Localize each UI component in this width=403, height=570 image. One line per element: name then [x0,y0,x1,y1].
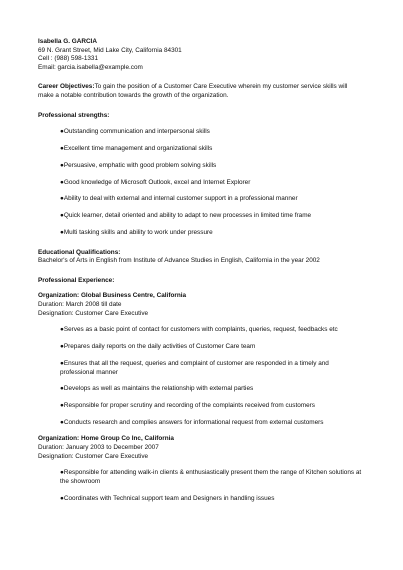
objective-label: Career Objectives: [38,83,95,91]
list-item: ●Excellent time management and organizational skills [60,145,213,153]
list-item: ●Good knowledge of Microsoft Outlook, excel and Internet Explorer [60,178,251,186]
objective-text: To gain the position of a Customer Care Executive wherein my customer service skills will make a notable contribution towards the growth of the organization. [38,83,348,99]
list-item: ●Prepares daily reports on the daily activities of Customer Care team [60,343,256,351]
list-item: ●Conducts research and complies answers for informational request from external customers [60,418,324,426]
job-duration: Duration: January 2003 to December 2007 [38,444,159,452]
job-organization: Organization: Global Business Centre, California [38,292,187,300]
list-item: ●Outstanding communication and interpersonal skills [60,128,210,136]
job-entry [38,435,363,503]
candidate-name: Isabella G. GARCIA [38,38,97,45]
career-objective [38,83,363,100]
job-duties-list [38,326,363,427]
job-duties-list [38,469,363,503]
list-item: ●Quick learner, detail oriented and ability to adapt to new processes in limited time frame [60,212,312,220]
education-text: Bachelor's of Arts in English from Institute of Advance Studies in English, California in the year 2002 [38,257,320,265]
job-designation: Designation: Customer Care Executive [38,309,149,317]
list-item: ●Persuasive, emphatic with good problem solving skills [60,161,217,169]
education-heading: Educational Qualifications: [38,248,121,256]
experience-heading: Professional Experience: [38,276,115,284]
job-duration: Duration: March 2008 till date [38,301,122,308]
list-item: ●Coordinates with Technical support team and Designers in handling issues [60,494,275,502]
job-entry [38,292,363,427]
list-item: ●Ensures that all the request, queries and complaint of customer are responded in a timely and professional manner [60,359,329,376]
contact-header [38,38,363,72]
list-item: ●Serves as a basic point of contact for customers with complaints, queries, request, feedbacks etc [60,326,338,334]
strengths-heading: Professional strengths: [38,111,110,119]
list-item: ●Ability to deal with external and internal customer support in a professional manner [60,195,298,203]
list-item: ●Multi tasking skills and ability to work under pressure [60,229,213,237]
address: 69 N. Grant Street, Mid Lake City, California 84301 [38,46,182,54]
list-item: ●Develops as well as maintains the relationship with external parties [60,385,254,393]
job-designation: Designation: Customer Care Executive [38,452,149,460]
job-organization: Organization: Home Group Co Inc, California [38,435,174,443]
list-item: ●Responsible for attending walk-in clients & enthusiastically present them the range of Kitchen solutions at the showroom [60,469,362,486]
cell-phone: Cell : (988) 598-1331 [38,55,99,63]
email: Email: garcia.isabella@example.com [38,63,143,71]
list-item: ●Responsible for proper scrutiny and recording of the complaints received from customers [60,402,315,410]
strengths-list [38,128,363,237]
